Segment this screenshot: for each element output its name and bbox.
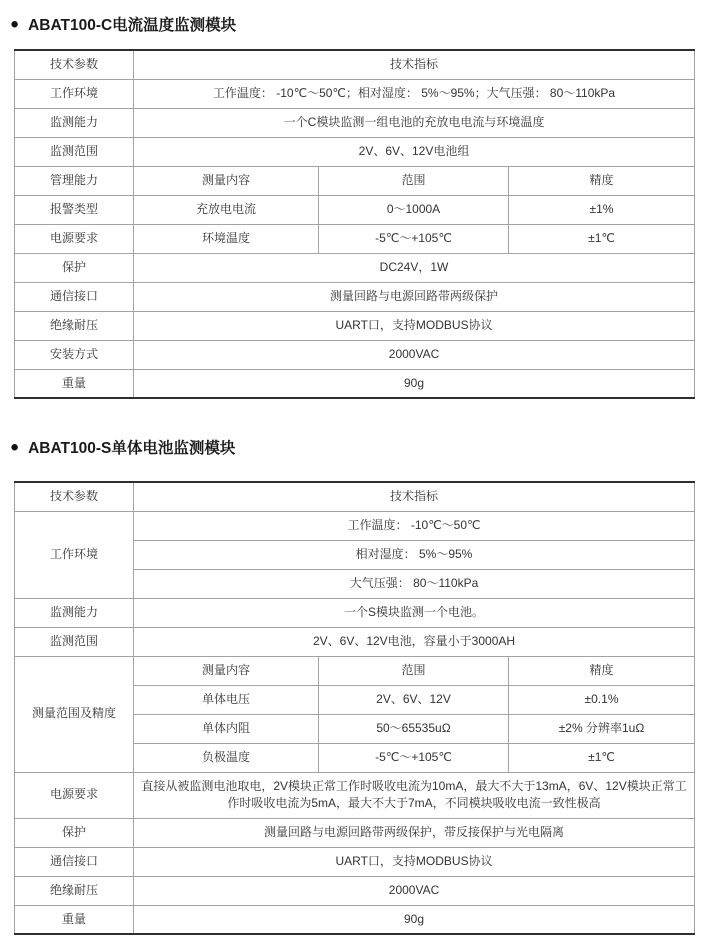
measure-content-cell: 负极温度 (134, 743, 319, 772)
table-row (15, 847, 695, 876)
param-value-cell: 测量回路与电源回路带两级保护 (134, 282, 695, 311)
table-row (15, 108, 695, 137)
table-row (15, 876, 695, 905)
range-header-cell: 范围 (319, 656, 509, 685)
section-title-text: ABAT100-S单体电池监测模块 (28, 440, 236, 457)
measure-content-cell: 环境温度 (134, 224, 319, 253)
c-module-spec-table (14, 49, 695, 399)
param-name-cell: 技术参数 (15, 50, 134, 79)
param-value-cell: 2000VAC (134, 340, 695, 369)
param-value-cell: 2V、6V、12V电池，容量小于3000AH (134, 627, 695, 656)
accuracy-cell: 精度 (509, 166, 695, 195)
param-value-cell: 2V、6V、12V电池组 (134, 137, 695, 166)
param-value-cell: 一个S模块监测一个电池。 (134, 598, 695, 627)
param-value-cell: UART口，支持MODBUS协议 (134, 311, 695, 340)
measure-content-cell: 充放电电流 (134, 195, 319, 224)
param-name-cell: 重量 (15, 369, 134, 398)
section-title-c-module (10, 13, 708, 35)
table-row (15, 166, 695, 195)
param-value-cell: 90g (134, 905, 695, 934)
table-row (15, 482, 695, 511)
accuracy-cell: ±1% (509, 195, 695, 224)
param-value-cell: 测量回路与电源回路带两级保护，带反接保护与光电隔离 (134, 818, 695, 847)
bullet-icon: ● (10, 438, 20, 455)
measure-content-cell: 测量内容 (134, 166, 319, 195)
range-cell: 50～65535uΩ (319, 714, 509, 743)
param-name-cell: 绝缘耐压 (15, 311, 134, 340)
param-value-cell: 一个C模块监测一组电池的充放电电流与环境温度 (134, 108, 695, 137)
table-row (15, 195, 695, 224)
param-value-cell: 技术指标 (134, 482, 695, 511)
param-value-cell: 90g (134, 369, 695, 398)
table-row (15, 79, 695, 108)
param-name-cell: 通信接口 (15, 282, 134, 311)
table-row (15, 224, 695, 253)
param-name-cell: 技术参数 (15, 482, 134, 511)
param-value-cell: 工作温度： -10℃～50℃；相对湿度： 5%～95%；大气压强： 80～110kPa (134, 79, 695, 108)
accuracy-header-cell: 精度 (509, 656, 695, 685)
table-row (15, 369, 695, 398)
table-row (15, 656, 695, 685)
param-name-cell: 工作环境 (15, 511, 134, 598)
table-row (15, 137, 695, 166)
param-name-cell: 重量 (15, 905, 134, 934)
accuracy-cell: ±1℃ (509, 224, 695, 253)
range-cell: 2V、6V、12V (319, 685, 509, 714)
range-cell: -5℃～+105℃ (319, 224, 509, 253)
param-value-cell: UART口，支持MODBUS协议 (134, 847, 695, 876)
param-value-cell: DC24V，1W (134, 253, 695, 282)
param-name-cell: 监测范围 (15, 627, 134, 656)
param-name-cell: 安装方式 (15, 340, 134, 369)
table-row (15, 598, 695, 627)
table-row (15, 818, 695, 847)
accuracy-cell: ±2% 分辨率1uΩ (509, 714, 695, 743)
section-title-text: ABAT100-C电流温度监测模块 (28, 17, 237, 34)
param-name-cell: 保护 (15, 253, 134, 282)
param-name-cell: 监测能力 (15, 598, 134, 627)
param-name-cell: 绝缘耐压 (15, 876, 134, 905)
param-name-cell: 管理能力 (15, 166, 134, 195)
param-value-cell: 相对湿度： 5%～95% (134, 540, 695, 569)
table-row (15, 282, 695, 311)
param-value-cell: 2000VAC (134, 876, 695, 905)
measure-content-cell: 单体电压 (134, 685, 319, 714)
param-value-cell: 技术指标 (134, 50, 695, 79)
range-cell: 0～1000A (319, 195, 509, 224)
param-value-cell: 大气压强： 80～110kPa (134, 569, 695, 598)
param-value-cell: 直接从被监测电池取电，2V模块正常工作时吸收电流为10mA，最大不大于13mA，6V、12V模块正常工作时吸收电流为5mA，最大不大于7mA，不同模块吸收电流一致性极高 (134, 772, 695, 818)
table-row (15, 340, 695, 369)
accuracy-cell: ±0.1% (509, 685, 695, 714)
table-row (15, 50, 695, 79)
param-value-cell: 工作温度： -10℃～50℃ (134, 511, 695, 540)
measure-content-header-cell: 测量内容 (134, 656, 319, 685)
param-name-cell: 监测能力 (15, 108, 134, 137)
section-title-s-module (10, 436, 708, 458)
param-name-cell: 监测范围 (15, 137, 134, 166)
param-name-cell: 报警类型 (15, 195, 134, 224)
param-name-cell: 电源要求 (15, 224, 134, 253)
range-cell: -5℃～+105℃ (319, 743, 509, 772)
param-name-cell: 电源要求 (15, 772, 134, 818)
range-cell: 范围 (319, 166, 509, 195)
param-name-cell: 通信接口 (15, 847, 134, 876)
table-row (15, 627, 695, 656)
table-row (15, 905, 695, 934)
table-row (15, 253, 695, 282)
table-row (15, 311, 695, 340)
table-row (15, 772, 695, 818)
accuracy-cell: ±1℃ (509, 743, 695, 772)
table-row (15, 511, 695, 540)
bullet-icon: ● (10, 15, 20, 32)
param-name-cell: 测量范围及精度 (15, 656, 134, 772)
param-name-cell: 工作环境 (15, 79, 134, 108)
s-module-spec-table (14, 481, 695, 935)
measure-content-cell: 单体内阻 (134, 714, 319, 743)
param-name-cell: 保护 (15, 818, 134, 847)
